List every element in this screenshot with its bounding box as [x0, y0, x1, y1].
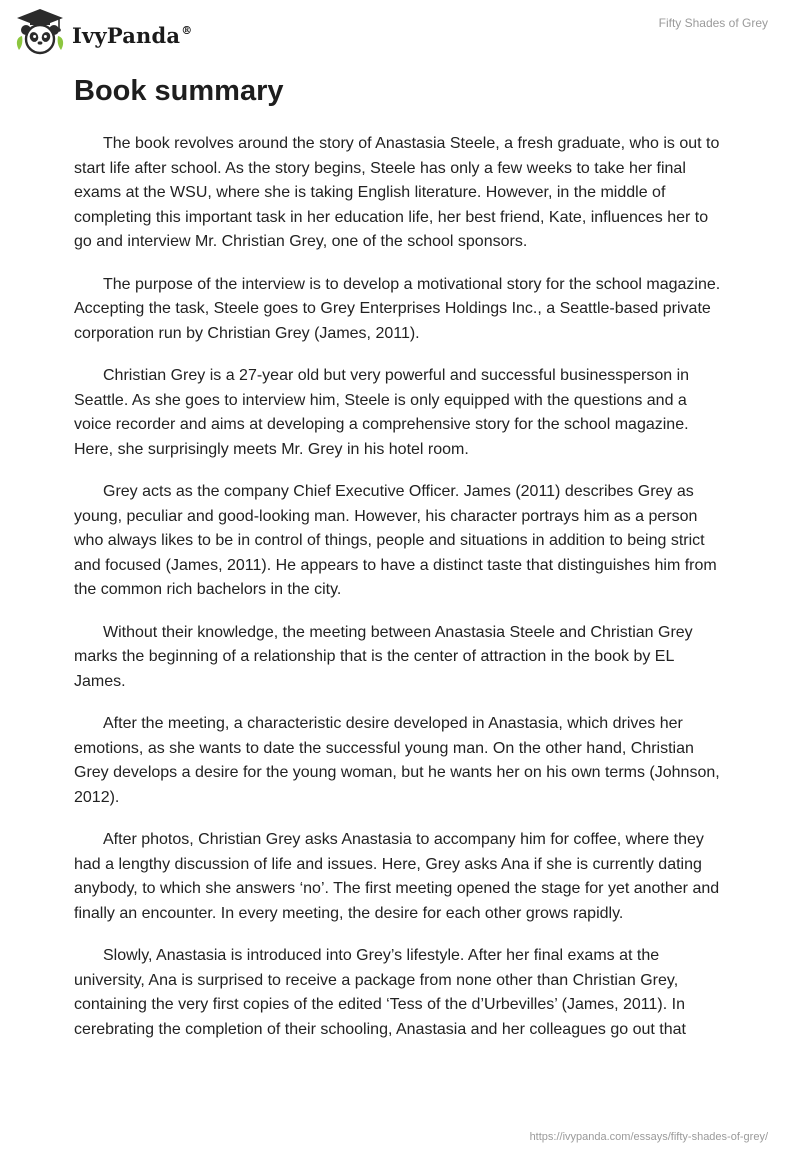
paragraph: The book revolves around the story of Anastasia Steele, a fresh graduate, who is out to start life after school. As the story begins, Steele has only a few weeks to take her final exams at the WSU, where she is taking English literature. However, in the middle of completing this important task in her education life, her best friend, Kate, influences her to go and interview Mr. Christian Grey, one of the school sponsors. — [74, 135, 720, 250]
brand-name: IvyPanda® — [72, 22, 193, 48]
brand-logo[interactable] — [14, 6, 192, 58]
section-heading: Book summary — [74, 75, 284, 107]
paragraph: After the meeting, a characteristic desire developed in Anastasia, which drives her emotions, as she wants to date the successful young man. On the other hand, Christian Grey develops a desire for the young woman, but he wants her on his own terms (Johnson, 2012). — [74, 715, 720, 806]
panda-graduate-icon — [14, 6, 66, 58]
paragraph: After photos, Christian Grey asks Anastasia to accompany him for coffee, where they had a lengthy discussion of life and issues. Here, Grey asks Ana if she is currently dating anybody, to which she answers ‘no’. The first meeting opened the stage for yet another and finally an encounter. In every meeting, the desire for each other grows rapidly. — [74, 831, 720, 922]
paragraph: Without their knowledge, the meeting between Anastasia Steele and Christian Grey marks the beginning of a relationship that is the center of attraction in the book by EL James. — [74, 623, 693, 690]
paragraph: Slowly, Anastasia is introduced into Grey’s lifestyle. After her final exams at the university, Ana is surprised to receive a package from none other than Christian Grey, containing the very first copies of the edited ‘Tess of the d’Urbevilles’ (James, 2011). In cerebrating the completion of their schooling, Anastasia and her colleagues go out that — [74, 947, 686, 1038]
essay-content — [74, 72, 726, 1060]
source-url[interactable]: https://ivypanda.com/essays/fifty-shades-of-grey/ — [529, 1131, 768, 1143]
document-title: Fifty Shades of Grey — [658, 16, 768, 30]
paragraph: Christian Grey is a 27-year old but very powerful and successful businessperson in Seattle. As she goes to interview him, Steele is only equipped with the questions and a voice recorder and aims at developing a comprehensive story for the school magazine. Here, she surprisingly meets Mr. Grey in his hotel room. — [74, 367, 690, 458]
essay-body — [74, 132, 726, 1042]
paragraph: The purpose of the interview is to develop a motivational story for the school magazine. Accepting the task, Steele goes to Grey Enterprises Holdings Inc., a Seattle-based private corporation run by Christian Grey (James, 2011). — [74, 275, 721, 342]
paragraph: Grey acts as the company Chief Executive Officer. James (2011) describes Grey as young, peculiar and good-looking man. However, his character portrays him as a person who always likes to be in control of things, people and situations in addition to being strict and focused (James, 2011). He appears to have a distinct taste that distinguishes him from the common rich bachelors in the city. — [74, 483, 717, 598]
